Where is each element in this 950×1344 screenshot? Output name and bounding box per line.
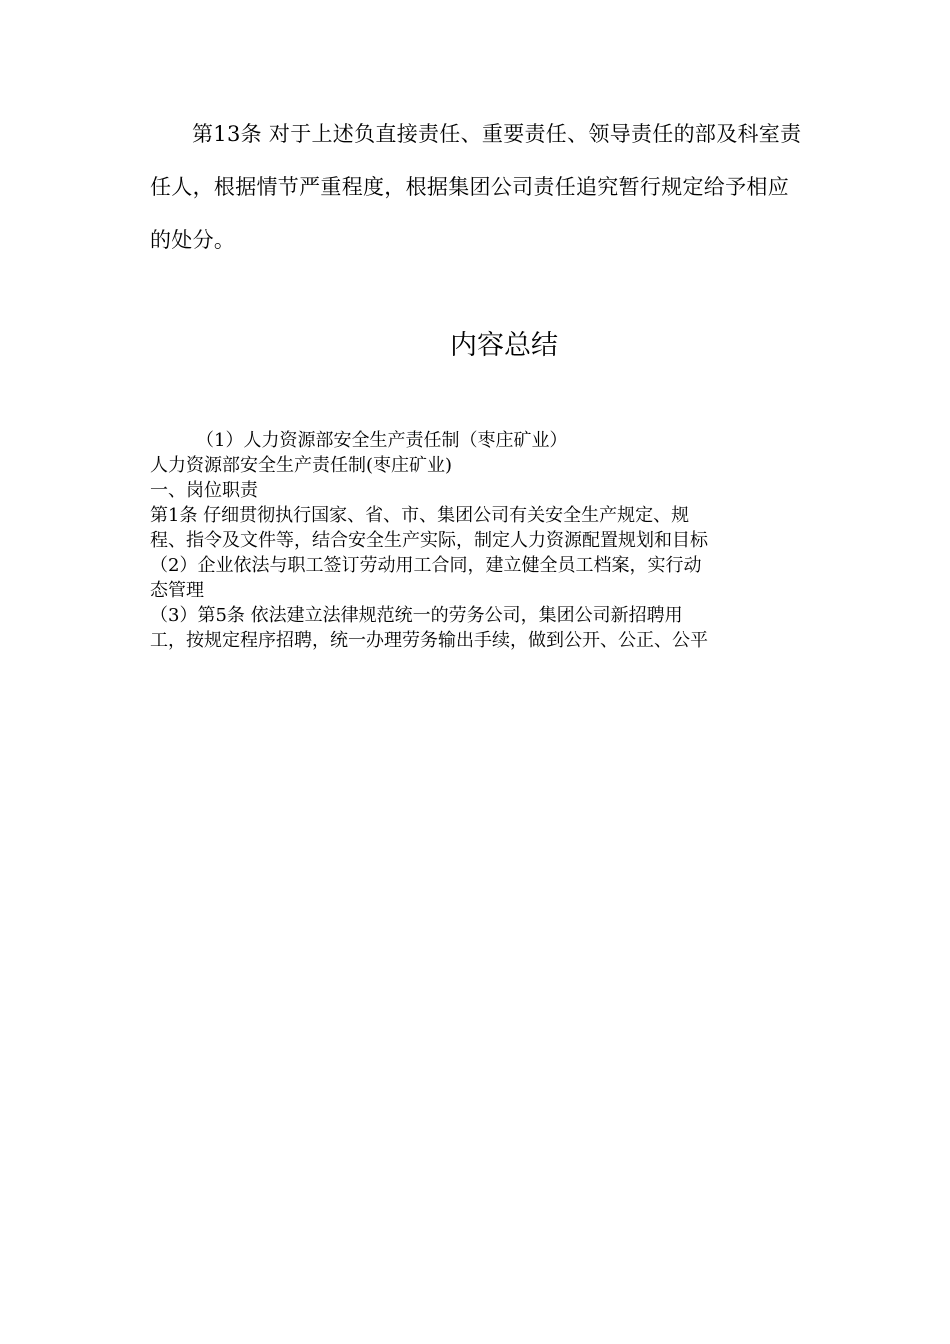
summary-line: 第1条 仔细贯彻执行国家、省、市、集团公司有关安全生产规定、规	[150, 505, 690, 526]
summary-line: （1）人力资源部安全生产责任制（枣庄矿业）	[196, 430, 568, 451]
summary-body	[150, 428, 800, 653]
summary-line: 一、岗位职责	[150, 480, 258, 501]
article-13-paragraph: 第13条 对于上述负直接责任、重要责任、领导责任的部及科室责任人，根据情节严重程度，根据集团公司责任追究暂行规定给予相应的处分。	[150, 122, 802, 252]
summary-line: 程、指令及文件等，结合安全生产实际，制定人力资源配置规划和目标	[150, 530, 708, 551]
summary-line: （3）第5条 依法建立法律规范统一的劳务公司，集团公司新招聘用	[150, 605, 683, 626]
summary-line: 人力资源部安全生产责任制(枣庄矿业)	[150, 455, 453, 476]
summary-line: 工，按规定程序招聘，统一办理劳务输出手续，做到公开、公正、公平	[150, 630, 708, 651]
summary-title: 内容总结	[450, 330, 558, 361]
summary-line: 态管理	[150, 580, 204, 601]
summary-line: （2）企业依法与职工签订劳动用工合同，建立健全员工档案，实行动	[150, 555, 702, 576]
